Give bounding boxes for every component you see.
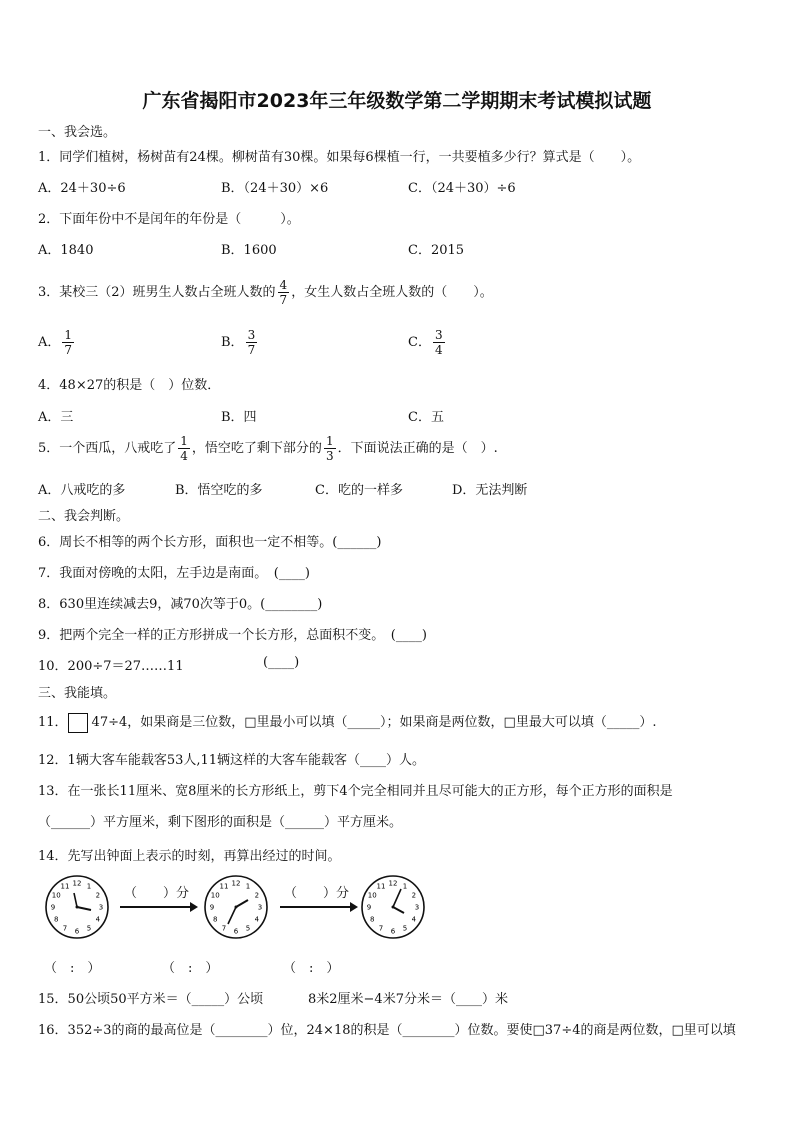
q5-option-d: D．无法判断 [452, 483, 528, 498]
q3-option-b-num: 3 [247, 328, 256, 342]
clock-3 [360, 874, 426, 940]
clock-numeral: 9 [50, 903, 56, 912]
q3-option-c-den: 4 [434, 343, 443, 357]
q5-fraction-2-num: 1 [325, 434, 334, 448]
clock-numeral: 4 [95, 915, 101, 924]
section-heading-3: 三、我能填。 [38, 686, 117, 701]
clock-numeral: 3 [414, 903, 420, 912]
q11-blank-box [68, 713, 88, 733]
q3-option-b-den: 7 [247, 343, 256, 357]
q2-option-a: A．1840 [38, 243, 94, 258]
clock-numeral: 4 [254, 915, 260, 924]
clock-3-center [392, 906, 395, 909]
clock-numeral: 5 [402, 924, 408, 933]
clock-numeral: 2 [95, 891, 101, 900]
clock-2-time-blank: （ : ） [162, 961, 219, 976]
arrow-1-label: （ ）分 [124, 886, 190, 901]
question-13-line1: 13．在一张长11厘米、宽8厘米的长方形纸上，剪下4个完全相同并且尽可能大的正方形，每个正方形的面积是 [38, 784, 673, 799]
clock-numeral: 9 [209, 903, 215, 912]
q3-option-b-label: B． [221, 335, 244, 350]
clock-numeral: 6 [233, 927, 239, 936]
q3-option-a-num: 1 [64, 328, 73, 342]
clock-numeral: 7 [378, 924, 384, 933]
clock-numeral: 3 [98, 903, 104, 912]
clock-numeral: 10 [51, 891, 61, 900]
clock-numeral: 8 [53, 915, 59, 924]
clock-numeral: 11 [376, 882, 386, 891]
clock-numeral: 7 [221, 924, 227, 933]
q3-fraction-num: 4 [279, 278, 288, 292]
q3-option-c-label: C． [408, 335, 431, 350]
question-16: 16．352÷3的商的最高位是（________）位，24×18的积是（________）位数。要使□37÷4的商是两位数，□里可以填 [38, 1023, 736, 1038]
clock-numeral: 9 [366, 903, 372, 912]
q3-fraction [278, 278, 290, 307]
q3-option-b [221, 328, 259, 357]
q5-fraction-1-num: 1 [180, 434, 188, 448]
clock-numeral: 6 [390, 927, 396, 936]
q5-fraction-1-den: 4 [180, 449, 188, 463]
clock-numeral: 2 [254, 891, 260, 900]
clock-1-hour-hand [77, 907, 91, 910]
clock-1-center [76, 906, 79, 909]
q5-option-a: A．八戒吃的多 [38, 483, 126, 498]
arrow-1 [120, 906, 196, 908]
q3-text-pre: 3．某校三（2）班男生人数占全班人数的 [38, 285, 276, 300]
q2-option-c: C．2015 [408, 243, 465, 258]
q3-option-c [408, 328, 447, 357]
clock-2-hour-hand [236, 900, 248, 907]
q3-fraction-den: 7 [279, 293, 288, 307]
q4-option-a: A．三 [38, 410, 74, 425]
q11-text: 47÷4，如果商是三位数，□里最小可以填（_____）；如果商是两位数，□里最大可以填（_____）. [91, 715, 657, 730]
q4-option-b: B．四 [221, 410, 257, 425]
clock-numeral: 5 [245, 924, 251, 933]
q3-option-a-fraction [62, 328, 74, 357]
q5-option-b: B．悟空吃的多 [175, 483, 263, 498]
q3-option-a [38, 328, 76, 357]
q5-fraction-2-den: 3 [325, 449, 334, 463]
q5-option-c: C．吃的一样多 [315, 483, 403, 498]
clock-numeral: 1 [245, 882, 251, 891]
clock-numeral: 8 [369, 915, 375, 924]
q5-fraction-1 [178, 434, 190, 463]
clock-3-time-blank: （ : ） [283, 961, 340, 976]
q3-option-b-fraction [246, 328, 258, 357]
q2-option-b: B．1600 [221, 243, 277, 258]
question-14: 14．先写出钟面上表示的时刻，再算出经过的时间。 [38, 849, 341, 864]
section-heading-2: 二、我会判断。 [38, 509, 130, 524]
clock-numeral: 6 [74, 927, 80, 936]
clock-2-minute-hand [228, 907, 236, 924]
question-8: 8．630里连续减去9，减70次等于0。(________) [38, 597, 323, 612]
arrow-2 [280, 906, 356, 908]
q4-option-c: C．五 [408, 410, 444, 425]
clock-numeral: 10 [210, 891, 220, 900]
question-9: 9．把两个完全一样的正方形拼成一个长方形，总面积不变。 (____) [38, 628, 427, 643]
question-15-a: 15．50公顷50平方米＝（_____）公顷 [38, 992, 264, 1007]
q5-fraction-2 [324, 434, 336, 463]
q5-text-pre: 5．一个西瓜，八戒吃了 [38, 441, 177, 456]
clock-numeral: 12 [231, 879, 241, 888]
clock-numeral: 1 [86, 882, 92, 891]
question-3 [38, 278, 493, 307]
clock-numeral: 2 [411, 891, 417, 900]
clock-numeral: 11 [60, 882, 70, 891]
q3-option-a-den: 7 [64, 343, 73, 357]
clock-numeral: 12 [72, 879, 82, 888]
clock-numeral: 12 [388, 879, 398, 888]
q3-option-c-num: 3 [434, 328, 443, 342]
clock-1-time-blank: （ : ） [44, 961, 101, 976]
question-12: 12．1辆大客车能载客53人,11辆这样的大客车能载客（____）人。 [38, 753, 426, 768]
clock-numeral: 11 [219, 882, 229, 891]
section-heading-1: 一、我会选。 [38, 125, 117, 140]
clock-numeral: 4 [411, 915, 417, 924]
question-6: 6．周长不相等的两个长方形，面积也一定不相等。(______) [38, 535, 382, 550]
question-4: 4．48×27的积是（ ）位数． [38, 378, 221, 393]
q11-number: 11． [38, 715, 68, 730]
clock-1-minute-hand [74, 893, 77, 907]
clock-3-minute-hand [393, 889, 401, 907]
q1-option-c: C．（24＋30）÷6 [408, 181, 516, 196]
question-7: 7．我面对傍晚的太阳，左手边是南面。 (____) [38, 566, 310, 581]
question-10: 10．200÷7＝27……11 [38, 659, 184, 674]
clock-2-center [235, 906, 238, 909]
clock-numeral: 10 [367, 891, 377, 900]
clock-numeral: 1 [402, 882, 408, 891]
clock-numeral: 8 [212, 915, 218, 924]
question-1: 1．同学们植树，杨树苗有24棵。柳树苗有30棵。如果每6棵植一行，一共要植多少行？算式是（ ）。 [38, 150, 641, 165]
q3-option-a-label: A． [38, 335, 61, 350]
question-5 [38, 434, 498, 463]
question-2: 2．下面年份中不是闰年的年份是（ ）。 [38, 212, 300, 227]
clock-3-hour-hand [393, 907, 404, 913]
clock-1 [44, 874, 110, 940]
q5-text-post: ．下面说法正确的是（ ）. [337, 441, 498, 456]
clock-2 [203, 874, 269, 940]
q5-text-mid: ，悟空吃了剩下部分的 [191, 441, 322, 456]
clock-numeral: 7 [62, 924, 68, 933]
question-10-blank: (____) [263, 655, 300, 670]
q1-option-b: B．（24＋30）×6 [221, 181, 329, 196]
q1-option-a: A．24＋30÷6 [38, 181, 126, 196]
q3-text-post: ，女生人数占全班人数的（ ）。 [291, 285, 493, 300]
page-title: 广东省揭阳市2023年三年级数学第二学期期末考试模拟试题 [142, 90, 652, 112]
arrow-2-label: （ ）分 [284, 886, 350, 901]
clock-numeral: 3 [257, 903, 263, 912]
question-11 [38, 711, 656, 733]
q3-option-c-fraction [433, 328, 445, 357]
question-13-line2: （______）平方厘米，剩下图形的面积是（______）平方厘米。 [38, 815, 403, 830]
clock-numeral: 5 [86, 924, 92, 933]
question-15-b: 8米2厘米−4米7分米＝（____）米 [308, 992, 508, 1007]
